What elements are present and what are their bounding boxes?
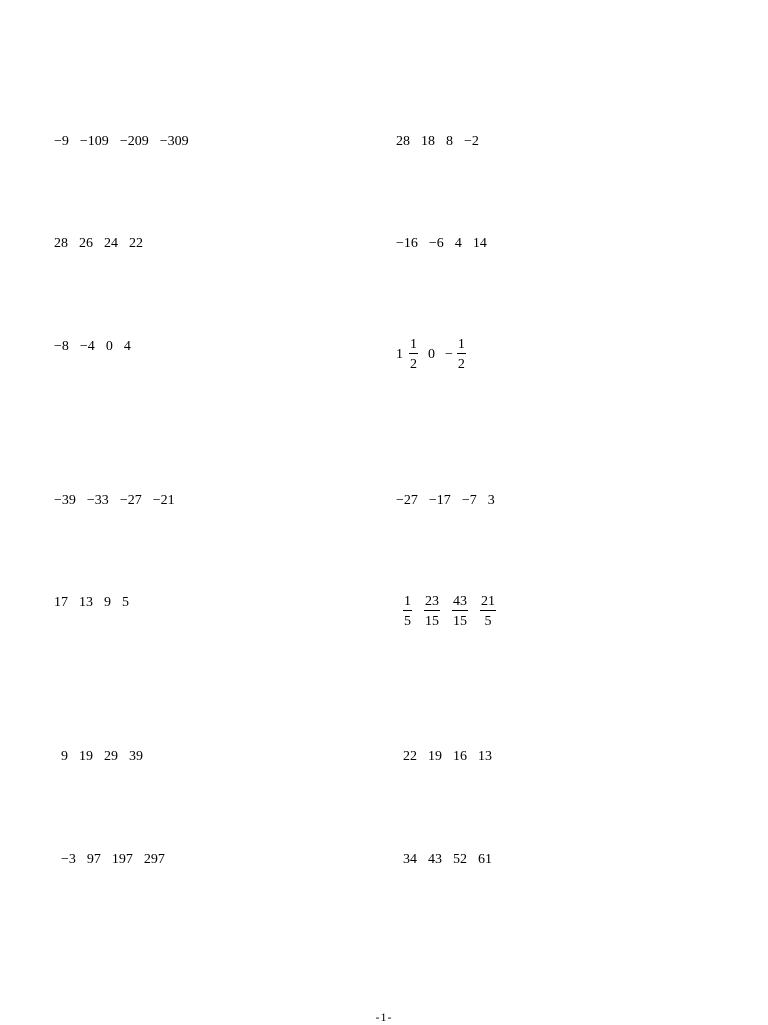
sequence-left-4 (54, 493, 175, 509)
mixed-whole: 1 (396, 347, 403, 362)
term: 0 (105, 339, 113, 354)
term: 28 (396, 134, 410, 149)
sequence-left-5 (54, 595, 129, 611)
sequence-right-3 (396, 337, 466, 373)
fraction-numerator: 1 (404, 594, 411, 609)
mixed-number (396, 337, 418, 373)
term: 16 (453, 749, 467, 764)
term: 17 (54, 595, 68, 610)
fraction-denominator: 5 (404, 614, 411, 629)
term: 14 (472, 236, 487, 251)
sequence-right-4 (396, 493, 495, 509)
fraction-denominator: 2 (410, 357, 417, 372)
term: 97 (86, 852, 101, 867)
term: 9 (61, 749, 68, 764)
term: 19 (79, 749, 93, 764)
sequence-left-7 (61, 852, 165, 868)
term: −8 (54, 339, 69, 354)
term: 61 (478, 852, 492, 867)
term: 13 (79, 595, 93, 610)
term: 8 (446, 134, 453, 149)
term: 29 (104, 749, 118, 764)
fraction-numerator: 21 (481, 594, 495, 609)
fraction (457, 337, 466, 373)
fraction-denominator: 2 (457, 357, 465, 372)
term: 5 (122, 595, 129, 610)
term: 19 (428, 749, 442, 764)
term: −16 (396, 236, 418, 251)
sequence-right-1 (396, 134, 479, 150)
term: 24 (104, 236, 118, 251)
sequence-right-5 (403, 594, 496, 630)
fraction-denominator: 5 (484, 614, 492, 629)
sequence-right-7 (403, 852, 492, 868)
fraction-denominator: 15 (425, 614, 439, 629)
term: 297 (143, 852, 165, 867)
term: 4 (123, 339, 131, 354)
term: 52 (453, 852, 467, 867)
term: −21 (152, 493, 175, 508)
sequence-right-6 (403, 749, 492, 765)
term: 28 (54, 236, 68, 251)
fraction-numerator: 23 (425, 594, 439, 609)
term: −27 (119, 493, 142, 508)
fraction-numerator: 43 (453, 594, 467, 609)
fraction (452, 594, 468, 630)
term: 4 (454, 236, 462, 251)
term: −6 (428, 236, 444, 251)
term: 0 (428, 347, 435, 362)
term: −33 (86, 493, 109, 508)
term: −4 (79, 339, 95, 354)
term: 13 (478, 749, 492, 764)
page-number: -1- (375, 1010, 393, 1024)
term: −109 (79, 134, 109, 149)
term: 22 (129, 236, 143, 251)
term: 43 (428, 852, 442, 867)
term: −7 (461, 493, 477, 508)
term: −3 (61, 852, 76, 867)
term: −39 (54, 493, 76, 508)
term: −9 (54, 134, 69, 149)
term: −209 (119, 134, 149, 149)
fraction (409, 337, 418, 373)
sequence-left-6 (61, 749, 143, 765)
term: 39 (129, 749, 143, 764)
term: 197 (111, 852, 133, 867)
term: −2 (464, 134, 479, 149)
minus-sign: − (445, 347, 453, 362)
fraction (480, 594, 496, 630)
sequence-left-3 (54, 339, 131, 355)
term: 34 (403, 852, 417, 867)
term: −309 (159, 134, 189, 149)
fraction-numerator: 1 (410, 337, 417, 352)
negative-fraction (445, 337, 466, 373)
fraction (424, 594, 440, 630)
fraction-numerator: 1 (457, 337, 465, 352)
sequence-left-2 (54, 236, 143, 252)
term: 9 (104, 595, 111, 610)
term: 18 (421, 134, 435, 149)
term: 3 (487, 493, 495, 508)
term: 26 (79, 236, 93, 251)
term: −27 (396, 493, 418, 508)
fraction (403, 594, 412, 630)
fraction-denominator: 15 (453, 614, 467, 629)
term: −17 (428, 493, 451, 508)
term: 22 (403, 749, 417, 764)
sequence-right-2 (396, 236, 487, 252)
sequence-left-1 (54, 134, 189, 150)
